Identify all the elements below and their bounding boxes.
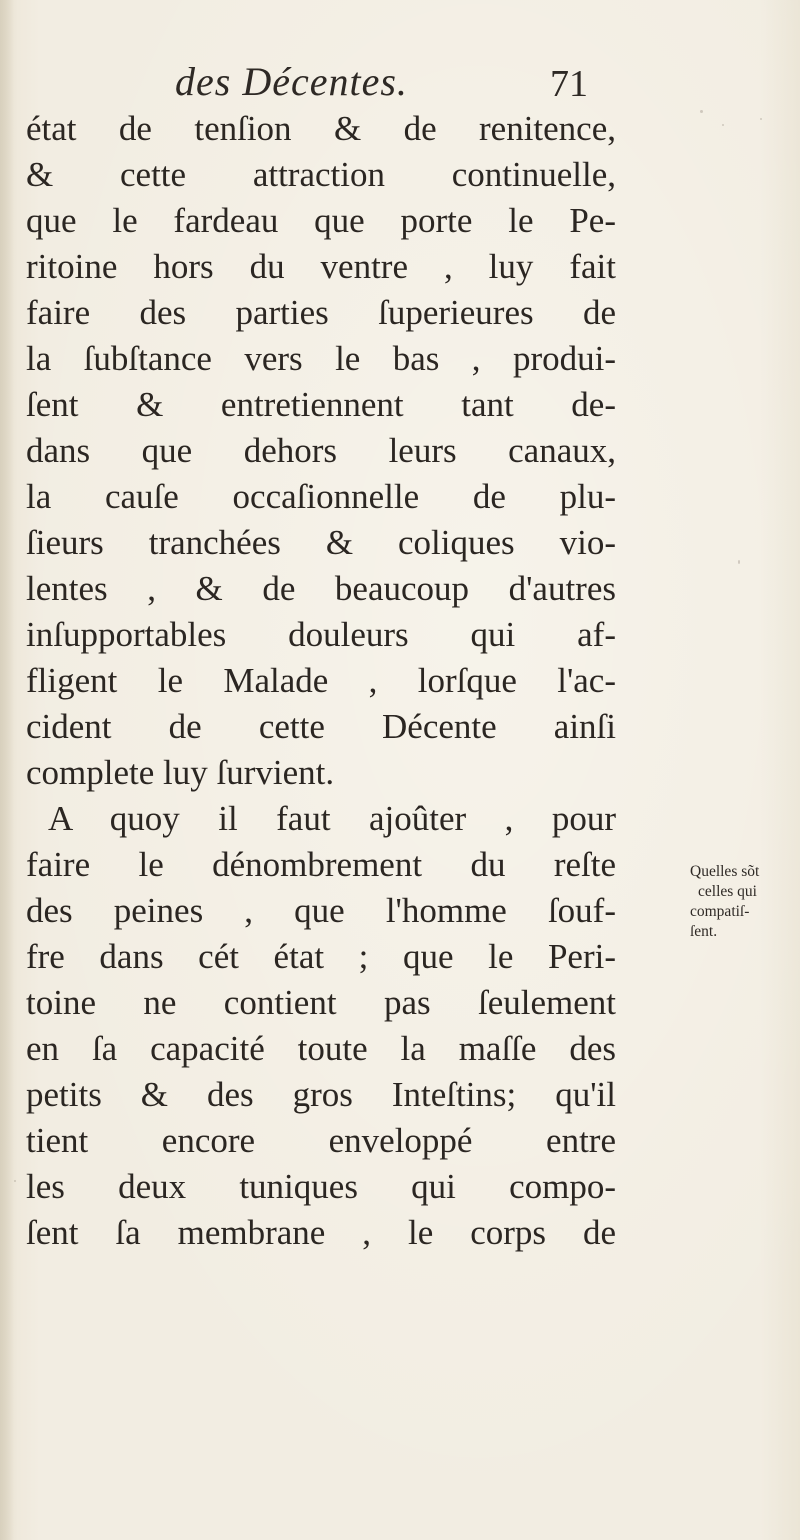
margin-note-line: ſent. (690, 923, 718, 940)
text-line: inſupportables douleurs qui af- (26, 615, 616, 654)
text-line: A quoy il faut ajoûter , pour (48, 799, 616, 838)
text-line: que le fardeau que porte le Pe- (26, 201, 616, 240)
page-gutter-shadow (0, 0, 14, 1540)
margin-note (690, 862, 794, 942)
text-line: petits & des gros Inteſtins; qu'il (26, 1075, 616, 1114)
text-line: la ſubſtance vers le bas , produi- (26, 339, 616, 378)
running-head: des Décentes. (175, 59, 408, 104)
text-line: tient encore enveloppé entre (26, 1121, 616, 1160)
text-line: & cette attraction continuelle, (26, 155, 616, 194)
text-line: en ſa capacité toute la maſſe des (26, 1029, 616, 1068)
text-line: faire des parties ſuperieures de (26, 293, 616, 332)
paper-speck (700, 110, 703, 113)
text-line: fligent le Malade , lorſque l'ac- (26, 661, 616, 700)
text-line: ritoine hors du ventre , luy fait (26, 247, 616, 286)
text-line: les deux tuniques qui compo- (26, 1167, 616, 1206)
text-line: fre dans cét état ; que le Peri- (26, 937, 616, 976)
text-line: ſent & entretiennent tant de- (26, 385, 616, 424)
text-line: complete luy ſurvient. (26, 753, 335, 792)
margin-note-line: celles qui (698, 883, 757, 900)
text-line: lentes , & de beaucoup d'autres (26, 569, 616, 608)
paper-speck (760, 118, 762, 120)
text-line: cident de cette Décente ainſi (26, 707, 616, 746)
text-line: ſent ſa membrane , le corps de (26, 1213, 616, 1252)
text-line: faire le dénombrement du reſte (26, 845, 616, 884)
paper-speck (722, 124, 724, 126)
page-header (0, 58, 800, 108)
text-line: des peines , que l'homme ſouf- (26, 891, 616, 930)
body-text (26, 106, 616, 1256)
text-line: toine ne contient pas ſeulement (26, 983, 616, 1022)
page-number: 71 (550, 63, 588, 105)
paper-speck (738, 560, 740, 564)
text-line: état de tenſion & de renitence, (26, 109, 616, 148)
text-line: ſieurs tranchées & coliques vio- (26, 523, 616, 562)
paper-speck (14, 1180, 16, 1182)
margin-note-line: Quelles sõt (690, 863, 760, 880)
text-line: la cauſe occaſionnelle de plu- (26, 477, 616, 516)
text-line: dans que dehors leurs canaux, (26, 431, 616, 470)
margin-note-line: compatiſ- (690, 903, 750, 920)
